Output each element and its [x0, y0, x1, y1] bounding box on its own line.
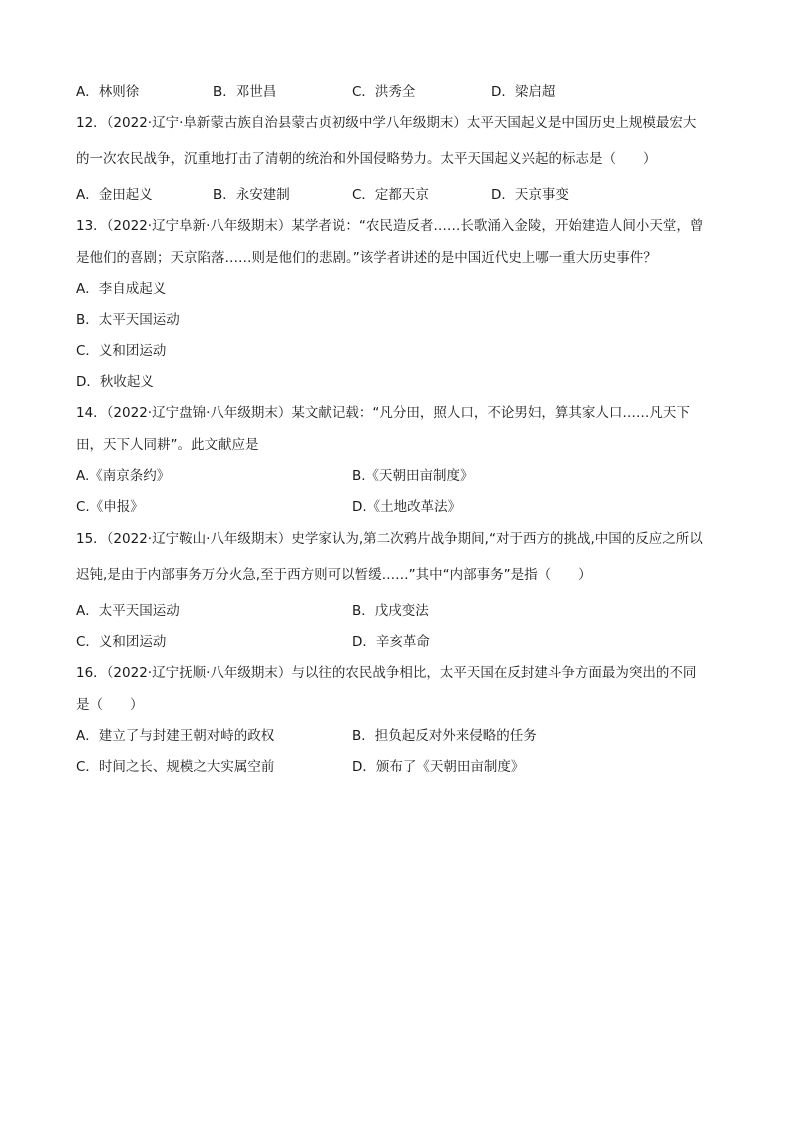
q14-option-c[interactable]: C.《申报》 — [76, 499, 144, 515]
q12-stem-line2: 的一次农民战争，沉重地打击了清朝的统治和外国侵略势力。太平天国起义兴起的标志是（ ） — [76, 151, 657, 167]
q14-option-b[interactable]: B.《天朝田亩制度》 — [352, 468, 474, 484]
q13-option-d[interactable]: D．秋收起义 — [76, 374, 154, 390]
q16-stem-line1: 16．（2022·辽宁抚顺·八年级期末）与以往的农民战争相比，太平天国在反封建斗争方面最为突出的不同 — [76, 665, 697, 681]
q16-option-a[interactable]: A．建立了与封建王朝对峙的政权 — [76, 728, 275, 744]
q12-option-d[interactable]: D．天京事变 — [491, 187, 569, 203]
q15-option-b[interactable]: B．戊戌变法 — [352, 603, 429, 619]
q13-option-b[interactable]: B．太平天国运动 — [76, 312, 180, 328]
q11-option-c[interactable]: C．洪秀全 — [352, 84, 416, 100]
q14-option-d[interactable]: D.《土地改革法》 — [352, 499, 462, 515]
q13-option-a[interactable]: A．李自成起义 — [76, 281, 167, 297]
q11-option-b[interactable]: B．邓世昌 — [213, 84, 277, 100]
q13-stem-line2: 是他们的喜剧；天京陷落……则是他们的悲剧。”该学者讲述的是中国近代史上哪一重大历史事件？ — [76, 250, 657, 266]
q12-option-c[interactable]: C．定都天京 — [352, 187, 429, 203]
q15-option-a[interactable]: A．太平天国运动 — [76, 603, 180, 619]
q15-option-d[interactable]: D．辛亥革命 — [352, 634, 430, 650]
q13-option-c[interactable]: C．义和团运动 — [76, 343, 167, 359]
q14-option-a[interactable]: A.《南京条约》 — [76, 468, 171, 484]
q15-stem-line2: 迟钝,是由于内部事务万分火急,至于西方则可以暂缓……”其中“内部事务”是指（ ） — [76, 567, 592, 583]
q16-stem-line2: 是（ ） — [76, 697, 144, 713]
q15-option-c[interactable]: C．义和团运动 — [76, 634, 167, 650]
q13-stem-line1: 13．（2022·辽宁阜新·八年级期末）某学者说：“农民造反者……长歌涌入金陵，开始建造人间小天堂，曾 — [76, 218, 704, 234]
q12-option-a[interactable]: A．金田起义 — [76, 187, 153, 203]
q16-option-d[interactable]: D．颁布了《天朝田亩制度》 — [352, 759, 525, 775]
q11-option-d[interactable]: D．梁启超 — [491, 84, 556, 100]
q14-stem-line2: 田，天下人同耕”。此文献应是 — [76, 437, 259, 453]
q14-stem-line1: 14．（2022·辽宁盘锦·八年级期末）某文献记载：“凡分田，照人口，不论男妇，算其家人口……凡天下 — [76, 405, 690, 421]
q15-stem-line1: 15．（2022·辽宁鞍山·八年级期末）史学家认为,第二次鸦片战争期间,“对于西方的挑战,中国的反应之所以 — [76, 531, 703, 547]
q11-option-a[interactable]: A．林则徐 — [76, 84, 140, 100]
q12-stem-line1: 12．（2022·辽宁·阜新蒙古族自治县蒙古贞初级中学八年级期末）太平天国起义是中国历史上规模最宏大 — [76, 115, 697, 131]
q16-option-b[interactable]: B．担负起反对外来侵略的任务 — [352, 728, 537, 744]
q16-option-c[interactable]: C．时间之长、规模之大实属空前 — [76, 759, 275, 775]
q12-option-b[interactable]: B．永安建制 — [213, 187, 290, 203]
